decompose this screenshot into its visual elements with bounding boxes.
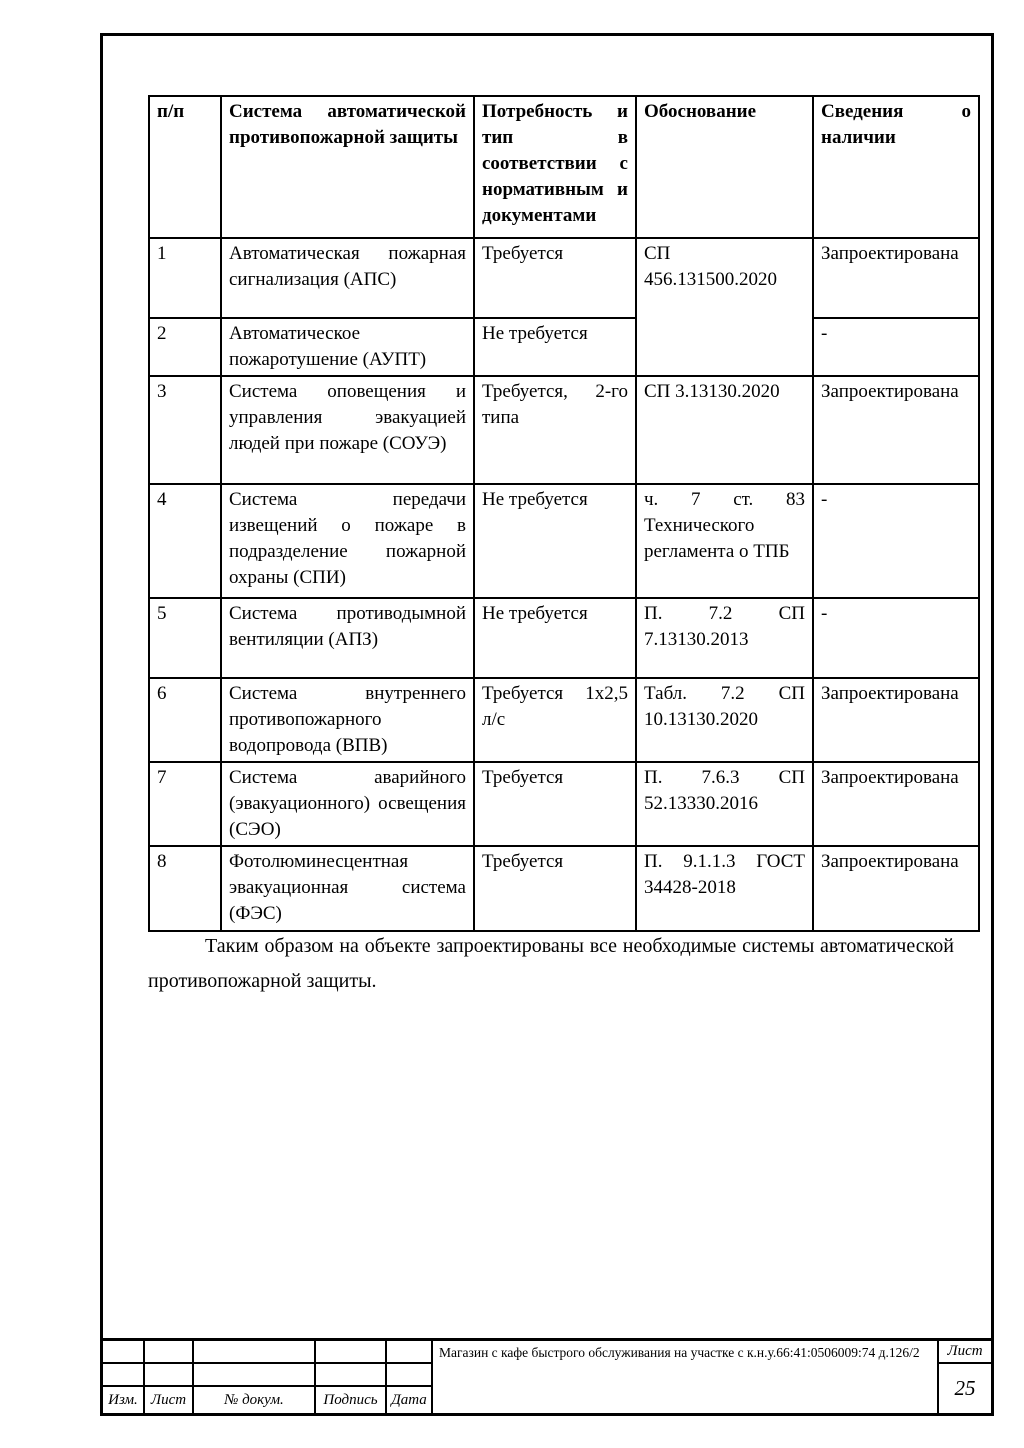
table-cell: Табл. 7.2 СП 10.13130.2020	[636, 678, 813, 762]
table-cell: Запроектирована	[813, 376, 979, 484]
title-block	[103, 1338, 991, 1413]
table-cell: П. 7.6.3 СП 52.13330.2016	[636, 762, 813, 846]
fire-systems-table	[148, 95, 980, 932]
stamp-empty-cell	[103, 1364, 145, 1387]
table-cell: 7	[149, 762, 221, 846]
stamp-project-title: Магазин с кафе быстрого обслуживания на участке с к.н.у.66:41:0506009:74 д.126/2	[433, 1341, 939, 1413]
stamp-sheet-number: 25	[954, 1376, 976, 1400]
table-cell: 5	[149, 598, 221, 678]
table-cell: Система внутреннего противопожарного водопровода (ВПВ)	[221, 678, 474, 762]
stamp-empty-cell	[387, 1364, 433, 1387]
stamp-label-dokum: № докум.	[194, 1387, 316, 1413]
stamp-label-data: Дата	[387, 1387, 433, 1413]
table-cell: 8	[149, 846, 221, 931]
table-header-cell: п/п	[149, 96, 221, 238]
table-cell: -	[813, 318, 979, 376]
table-cell: -	[813, 484, 979, 598]
table-cell: Автоматическое пожаротушение (АУПТ)	[221, 318, 474, 376]
table-cell: СП 3.13130.2020	[636, 376, 813, 484]
stamp-empty-cell	[103, 1341, 145, 1364]
table-row	[149, 484, 979, 598]
table-cell: Требуется	[474, 762, 636, 846]
table-row	[149, 762, 979, 846]
table-row	[149, 238, 979, 318]
stamp-sheet-label: Лист	[939, 1341, 991, 1364]
table-cell: Система передачи извещений о пожаре в подразделение пожарной охраны (СПИ)	[221, 484, 474, 598]
table-cell: 3	[149, 376, 221, 484]
table-cell: Не требуется	[474, 484, 636, 598]
stamp-label-izm: Изм.	[103, 1387, 145, 1413]
stamp-empty-cell	[316, 1364, 387, 1387]
table-row	[149, 318, 979, 376]
table-cell: Требуется	[474, 846, 636, 931]
table-cell: 1	[149, 238, 221, 318]
table-cell: Автоматическая пожарная сигнализация (АПС)	[221, 238, 474, 318]
table-header-cell: Сведения о наличии	[813, 96, 979, 238]
conclusion-paragraph: Таким образом на объекте запроектированы все необходимые системы автоматической противопожарной защиты.	[148, 935, 954, 992]
table-cell: Требуется 1х2,5 л/с	[474, 678, 636, 762]
table-cell: -	[813, 598, 979, 678]
table-header-cell: Система автоматической противопожарной защиты	[221, 96, 474, 238]
table-header-cell: Обоснование	[636, 96, 813, 238]
table-cell: Запроектирована	[813, 846, 979, 931]
table-cell: Не требуется	[474, 318, 636, 376]
table-header-cell: Потребность и тип в соответствии с нормативным и документами	[474, 96, 636, 238]
table-row	[149, 598, 979, 678]
stamp-empty-cell	[145, 1364, 194, 1387]
stamp-label-podpis: Подпись	[316, 1387, 387, 1413]
table-cell: Запроектирована	[813, 238, 979, 318]
table-cell: 4	[149, 484, 221, 598]
table-row	[149, 846, 979, 931]
table-cell: 2	[149, 318, 221, 376]
table-row	[149, 376, 979, 484]
table-cell: Система аварийного (эвакуационного) освещения (СЭО)	[221, 762, 474, 846]
table-cell: П. 9.1.1.3 ГОСТ 34428-2018	[636, 846, 813, 931]
table-cell: ч. 7 ст. 83 Технического регламента о ТПБ	[636, 484, 813, 598]
stamp-empty-cell	[387, 1341, 433, 1364]
table-cell: Не требуется	[474, 598, 636, 678]
table-cell: Запроектирована	[813, 762, 979, 846]
stamp-empty-cell	[316, 1341, 387, 1364]
table-cell: Система противодымной вентиляции (АПЗ)	[221, 598, 474, 678]
table-cell: П. 7.2 СП 7.13130.2013	[636, 598, 813, 678]
stamp-label-list: Лист	[145, 1387, 194, 1413]
table-cell: СП 456.131500.2020	[636, 238, 813, 376]
table-cell: Запроектирована	[813, 678, 979, 762]
table-cell: 6	[149, 678, 221, 762]
table-cell: Система оповещения и управления эвакуацией людей при пожаре (СОУЭ)	[221, 376, 474, 484]
table-cell: Фотолюминесцентная эвакуационная система (ФЭС)	[221, 846, 474, 931]
table-row	[149, 678, 979, 762]
stamp-empty-cell	[194, 1341, 316, 1364]
page-frame	[100, 33, 994, 1416]
stamp-empty-cell	[194, 1364, 316, 1387]
stamp-empty-cell	[145, 1341, 194, 1364]
table-cell: Требуется	[474, 238, 636, 318]
table-header-row	[149, 96, 979, 238]
table-cell: Требуется, 2-го типа	[474, 376, 636, 484]
